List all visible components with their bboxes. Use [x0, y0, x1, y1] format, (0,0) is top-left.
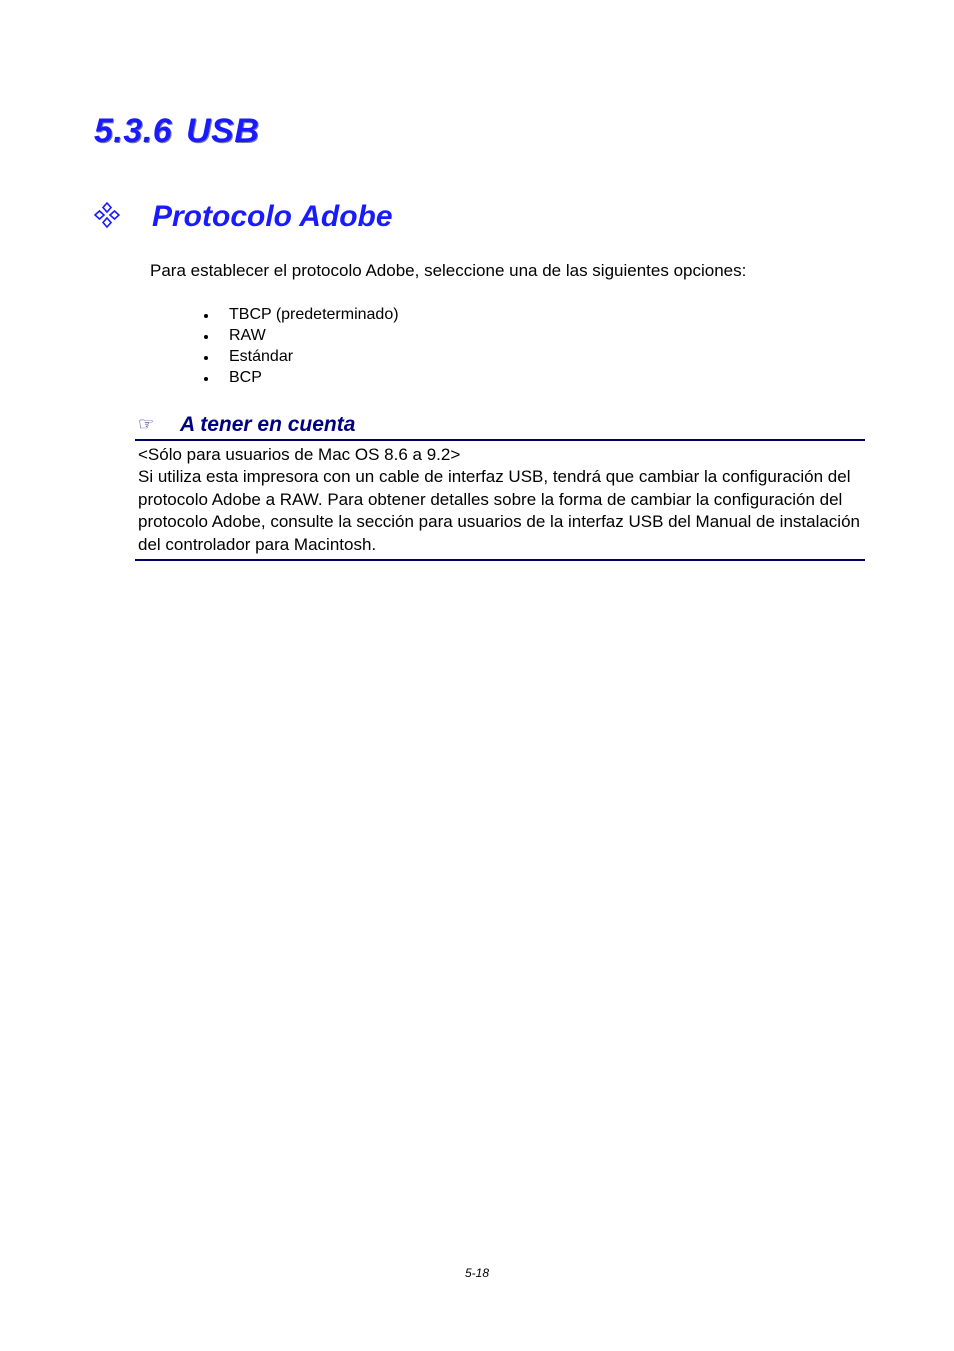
note-scope: <Sólo para usuarios de Mac OS 8.6 a 9.2>: [138, 445, 461, 464]
intro-text: Para establecer el protocolo Adobe, seleccione una de las siguientes opciones:: [150, 261, 747, 280]
option-label: Estándar: [229, 348, 294, 365]
bullet-icon: [204, 335, 208, 339]
option-label: RAW: [229, 327, 266, 344]
bullet-icon: [204, 377, 208, 381]
section-heading: [94, 112, 259, 151]
note-box: [135, 412, 865, 561]
pointing-hand-icon: ☞: [138, 414, 155, 434]
section-number: 5.3.6: [94, 112, 173, 150]
bullet-icon: [204, 314, 208, 318]
list-item: [200, 304, 399, 325]
four-diamond-icon: [94, 202, 120, 228]
section-title: USB: [186, 112, 260, 150]
option-label: BCP: [229, 369, 262, 386]
list-item: [200, 367, 399, 388]
option-label: TBCP (predeterminado): [229, 306, 399, 323]
note-text: Si utiliza esta impresora con un cable de interfaz USB, tendrá que cambiar la configuración del protocolo Adobe a RAW. Para obtener detalles sobre la forma de cambiar la configuración del protocolo Adobe, consulte la sección para usuarios de la interfaz USB del Manual de instalación del controlador para Macintosh.: [138, 467, 860, 554]
list-item: [200, 346, 399, 367]
page-number: 5-18: [464, 1266, 490, 1280]
subsection-title: Protocolo Adobe: [152, 200, 393, 233]
note-title: A tener en cuenta: [180, 413, 356, 436]
note-body: [135, 441, 865, 561]
bullet-icon: [204, 356, 208, 360]
note-header: [135, 412, 865, 441]
list-item: [200, 325, 399, 346]
options-list: [200, 304, 399, 388]
